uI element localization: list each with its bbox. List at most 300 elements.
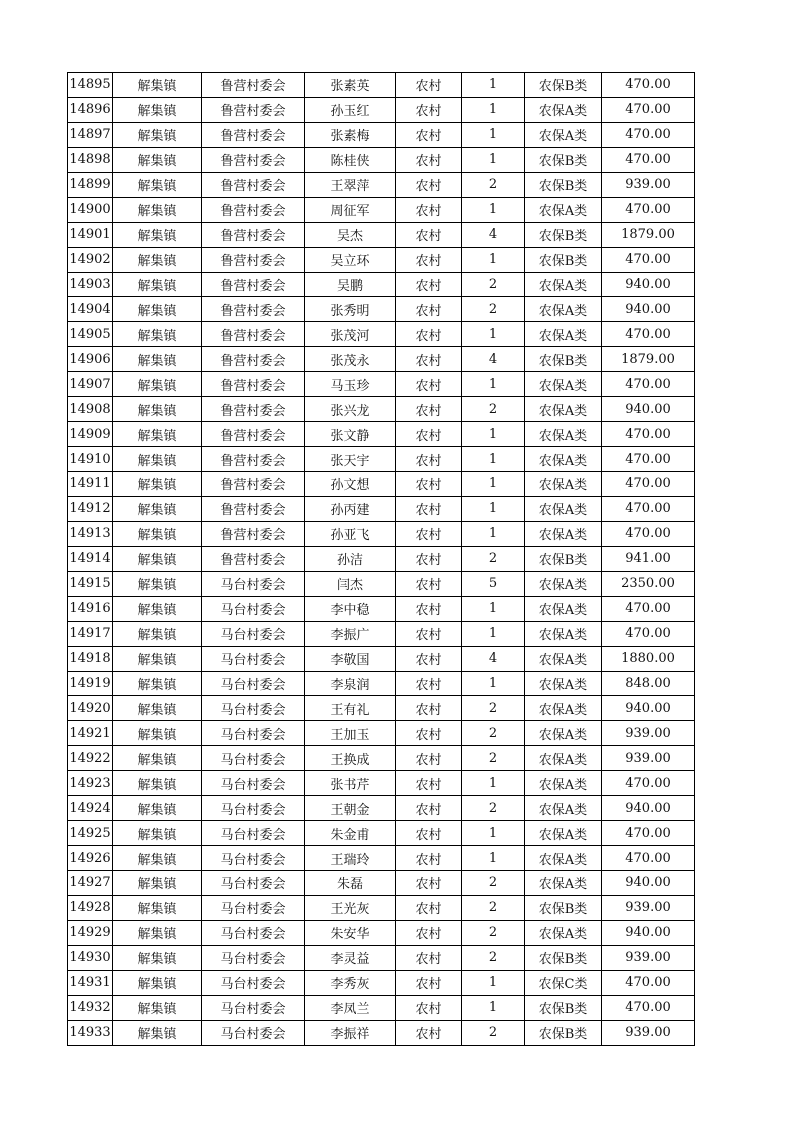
cell-id: 14900 [68,197,113,222]
cell-insurance-class: 农保A类 [525,447,602,472]
cell-amount: 470.00 [602,422,695,447]
cell-insurance-class: 农保C类 [525,970,602,995]
cell-town: 解集镇 [113,447,202,472]
cell-village: 鲁营村委会 [202,172,305,197]
cell-area-type: 农村 [396,920,462,945]
cell-insurance-class: 农保A类 [525,771,602,796]
cell-insurance-class: 农保A类 [525,322,602,347]
cell-amount: 939.00 [602,1020,695,1045]
cell-household-size: 1 [462,596,525,621]
cell-village: 鲁营村委会 [202,247,305,272]
cell-village: 鲁营村委会 [202,97,305,122]
cell-household-size: 2 [462,172,525,197]
cell-area-type: 农村 [396,1020,462,1045]
cell-name: 张茂永 [305,347,396,372]
cell-name: 李敬国 [305,646,396,671]
cell-name: 孙洁 [305,546,396,571]
cell-amount: 470.00 [602,596,695,621]
cell-insurance-class: 农保A类 [525,521,602,546]
table-row [68,97,695,122]
cell-id: 14902 [68,247,113,272]
cell-id: 14926 [68,846,113,871]
cell-area-type: 农村 [396,895,462,920]
cell-name: 吴立环 [305,247,396,272]
cell-town: 解集镇 [113,646,202,671]
cell-name: 张素英 [305,73,396,98]
cell-insurance-class: 农保B类 [525,73,602,98]
cell-village: 马台村委会 [202,970,305,995]
cell-town: 解集镇 [113,222,202,247]
table-row [68,945,695,970]
cell-village: 鲁营村委会 [202,147,305,172]
cell-village: 鲁营村委会 [202,372,305,397]
cell-village: 马台村委会 [202,945,305,970]
cell-town: 解集镇 [113,920,202,945]
cell-town: 解集镇 [113,147,202,172]
table-row [68,821,695,846]
cell-household-size: 2 [462,920,525,945]
cell-id: 14925 [68,821,113,846]
cell-town: 解集镇 [113,546,202,571]
cell-village: 鲁营村委会 [202,322,305,347]
cell-insurance-class: 农保A类 [525,746,602,771]
table-row [68,73,695,98]
cell-household-size: 2 [462,1020,525,1045]
cell-id: 14921 [68,721,113,746]
cell-insurance-class: 农保A类 [525,871,602,896]
cell-household-size: 4 [462,646,525,671]
cell-town: 解集镇 [113,596,202,621]
table-row [68,646,695,671]
cell-amount: 470.00 [602,73,695,98]
cell-id: 14908 [68,397,113,422]
cell-area-type: 农村 [396,521,462,546]
cell-village: 马台村委会 [202,796,305,821]
cell-village: 马台村委会 [202,895,305,920]
table-row [68,122,695,147]
cell-town: 解集镇 [113,347,202,372]
cell-town: 解集镇 [113,846,202,871]
cell-insurance-class: 农保A类 [525,721,602,746]
cell-area-type: 农村 [396,671,462,696]
cell-id: 14903 [68,272,113,297]
cell-name: 陈桂侠 [305,147,396,172]
cell-id: 14915 [68,571,113,596]
cell-household-size: 1 [462,122,525,147]
cell-insurance-class: 农保A类 [525,796,602,821]
cell-name: 张秀明 [305,297,396,322]
cell-insurance-class: 农保A类 [525,821,602,846]
table-row [68,846,695,871]
table-row [68,871,695,896]
table-row [68,721,695,746]
cell-id: 14930 [68,945,113,970]
cell-id: 14912 [68,496,113,521]
cell-household-size: 1 [462,197,525,222]
cell-village: 马台村委会 [202,871,305,896]
table-row [68,447,695,472]
table-row [68,571,695,596]
cell-town: 解集镇 [113,322,202,347]
cell-insurance-class: 农保A类 [525,197,602,222]
cell-amount: 939.00 [602,895,695,920]
cell-household-size: 2 [462,746,525,771]
cell-name: 李凤兰 [305,995,396,1020]
cell-town: 解集镇 [113,73,202,98]
cell-village: 鲁营村委会 [202,447,305,472]
cell-name: 张兴龙 [305,397,396,422]
cell-amount: 470.00 [602,846,695,871]
cell-id: 14919 [68,671,113,696]
cell-id: 14896 [68,97,113,122]
cell-amount: 470.00 [602,995,695,1020]
cell-insurance-class: 农保A类 [525,97,602,122]
cell-area-type: 农村 [396,871,462,896]
cell-village: 鲁营村委会 [202,546,305,571]
cell-name: 朱安华 [305,920,396,945]
table-row [68,696,695,721]
cell-name: 王换成 [305,746,396,771]
cell-town: 解集镇 [113,945,202,970]
cell-amount: 940.00 [602,397,695,422]
cell-name: 朱金甫 [305,821,396,846]
table-row [68,920,695,945]
cell-insurance-class: 农保A类 [525,472,602,497]
cell-town: 解集镇 [113,122,202,147]
table-body [68,73,695,1046]
cell-area-type: 农村 [396,596,462,621]
cell-village: 鲁营村委会 [202,272,305,297]
cell-household-size: 4 [462,347,525,372]
cell-village: 马台村委会 [202,995,305,1020]
cell-insurance-class: 农保B类 [525,895,602,920]
cell-id: 14913 [68,521,113,546]
cell-household-size: 2 [462,796,525,821]
cell-household-size: 1 [462,970,525,995]
cell-amount: 2350.00 [602,571,695,596]
cell-household-size: 1 [462,771,525,796]
cell-insurance-class: 农保A类 [525,122,602,147]
table-row [68,496,695,521]
cell-insurance-class: 农保A类 [525,621,602,646]
cell-area-type: 农村 [396,496,462,521]
cell-area-type: 农村 [396,796,462,821]
cell-area-type: 农村 [396,970,462,995]
cell-village: 马台村委会 [202,721,305,746]
cell-id: 14922 [68,746,113,771]
table-row [68,472,695,497]
cell-amount: 470.00 [602,821,695,846]
cell-village: 鲁营村委会 [202,73,305,98]
cell-insurance-class: 农保B类 [525,1020,602,1045]
cell-amount: 939.00 [602,945,695,970]
cell-name: 张书芹 [305,771,396,796]
cell-id: 14916 [68,596,113,621]
cell-name: 张素梅 [305,122,396,147]
cell-name: 王加玉 [305,721,396,746]
cell-area-type: 农村 [396,122,462,147]
cell-insurance-class: 农保A类 [525,297,602,322]
cell-id: 14933 [68,1020,113,1045]
cell-id: 14931 [68,970,113,995]
cell-name: 张文静 [305,422,396,447]
cell-household-size: 1 [462,472,525,497]
cell-household-size: 1 [462,671,525,696]
cell-id: 14897 [68,122,113,147]
cell-amount: 470.00 [602,447,695,472]
cell-household-size: 1 [462,147,525,172]
cell-insurance-class: 农保A类 [525,646,602,671]
cell-village: 鲁营村委会 [202,472,305,497]
cell-amount: 470.00 [602,372,695,397]
cell-area-type: 农村 [396,322,462,347]
cell-insurance-class: 农保A类 [525,596,602,621]
cell-amount: 470.00 [602,147,695,172]
table-row [68,197,695,222]
table-row [68,746,695,771]
cell-household-size: 2 [462,546,525,571]
cell-town: 解集镇 [113,871,202,896]
cell-area-type: 农村 [396,272,462,297]
cell-name: 王有礼 [305,696,396,721]
cell-area-type: 农村 [396,571,462,596]
table-row [68,796,695,821]
cell-village: 鲁营村委会 [202,122,305,147]
table-row [68,422,695,447]
cell-id: 14899 [68,172,113,197]
cell-town: 解集镇 [113,970,202,995]
cell-id: 14911 [68,472,113,497]
cell-household-size: 1 [462,447,525,472]
cell-household-size: 2 [462,945,525,970]
cell-town: 解集镇 [113,422,202,447]
cell-insurance-class: 农保A类 [525,671,602,696]
cell-town: 解集镇 [113,796,202,821]
cell-household-size: 1 [462,372,525,397]
cell-name: 孙丙建 [305,496,396,521]
cell-amount: 470.00 [602,970,695,995]
cell-village: 鲁营村委会 [202,521,305,546]
cell-amount: 940.00 [602,297,695,322]
cell-name: 马玉珍 [305,372,396,397]
cell-village: 马台村委会 [202,596,305,621]
cell-household-size: 2 [462,397,525,422]
cell-insurance-class: 农保A类 [525,920,602,945]
cell-household-size: 5 [462,571,525,596]
cell-village: 鲁营村委会 [202,297,305,322]
cell-area-type: 农村 [396,995,462,1020]
cell-id: 14920 [68,696,113,721]
cell-insurance-class: 农保A类 [525,372,602,397]
cell-amount: 470.00 [602,521,695,546]
cell-town: 解集镇 [113,397,202,422]
table-row [68,596,695,621]
cell-area-type: 农村 [396,197,462,222]
cell-town: 解集镇 [113,521,202,546]
cell-town: 解集镇 [113,272,202,297]
cell-village: 鲁营村委会 [202,222,305,247]
table-row [68,546,695,571]
cell-area-type: 农村 [396,97,462,122]
table-row [68,347,695,372]
cell-household-size: 1 [462,621,525,646]
table-row [68,397,695,422]
cell-village: 鲁营村委会 [202,197,305,222]
cell-household-size: 1 [462,846,525,871]
cell-name: 周征军 [305,197,396,222]
cell-id: 14923 [68,771,113,796]
cell-area-type: 农村 [396,472,462,497]
cell-household-size: 1 [462,995,525,1020]
cell-name: 王翠萍 [305,172,396,197]
cell-town: 解集镇 [113,895,202,920]
cell-village: 鲁营村委会 [202,347,305,372]
cell-area-type: 农村 [396,546,462,571]
cell-town: 解集镇 [113,247,202,272]
cell-area-type: 农村 [396,721,462,746]
cell-insurance-class: 农保B类 [525,222,602,247]
cell-amount: 470.00 [602,621,695,646]
cell-amount: 940.00 [602,796,695,821]
cell-area-type: 农村 [396,347,462,372]
cell-insurance-class: 农保A类 [525,696,602,721]
cell-household-size: 1 [462,821,525,846]
cell-town: 解集镇 [113,821,202,846]
cell-area-type: 农村 [396,297,462,322]
cell-area-type: 农村 [396,172,462,197]
cell-village: 马台村委会 [202,821,305,846]
cell-village: 鲁营村委会 [202,496,305,521]
cell-name: 李中稳 [305,596,396,621]
cell-area-type: 农村 [396,821,462,846]
cell-area-type: 农村 [396,222,462,247]
cell-amount: 470.00 [602,472,695,497]
cell-name: 王瑞玲 [305,846,396,871]
cell-amount: 940.00 [602,920,695,945]
cell-name: 孙文想 [305,472,396,497]
cell-amount: 470.00 [602,771,695,796]
cell-id: 14932 [68,995,113,1020]
cell-household-size: 1 [462,496,525,521]
cell-town: 解集镇 [113,172,202,197]
cell-insurance-class: 农保B类 [525,147,602,172]
cell-area-type: 农村 [396,646,462,671]
cell-insurance-class: 农保A类 [525,846,602,871]
cell-id: 14917 [68,621,113,646]
cell-area-type: 农村 [396,746,462,771]
cell-area-type: 农村 [396,397,462,422]
cell-area-type: 农村 [396,447,462,472]
cell-household-size: 2 [462,895,525,920]
cell-insurance-class: 农保B类 [525,172,602,197]
cell-insurance-class: 农保A类 [525,272,602,297]
cell-insurance-class: 农保B类 [525,546,602,571]
cell-amount: 470.00 [602,247,695,272]
cell-village: 马台村委会 [202,646,305,671]
cell-household-size: 4 [462,222,525,247]
cell-name: 朱磊 [305,871,396,896]
table-row [68,895,695,920]
cell-household-size: 1 [462,521,525,546]
cell-amount: 470.00 [602,197,695,222]
cell-town: 解集镇 [113,297,202,322]
cell-amount: 848.00 [602,671,695,696]
table-row [68,247,695,272]
cell-household-size: 1 [462,247,525,272]
cell-insurance-class: 农保A类 [525,571,602,596]
table-row [68,147,695,172]
cell-id: 14901 [68,222,113,247]
cell-town: 解集镇 [113,197,202,222]
cell-area-type: 农村 [396,846,462,871]
cell-insurance-class: 农保B类 [525,247,602,272]
cell-name: 孙玉红 [305,97,396,122]
table-row [68,671,695,696]
table-row [68,771,695,796]
cell-village: 马台村委会 [202,671,305,696]
cell-village: 鲁营村委会 [202,397,305,422]
cell-town: 解集镇 [113,721,202,746]
cell-name: 李秀灰 [305,970,396,995]
cell-household-size: 1 [462,422,525,447]
cell-amount: 470.00 [602,322,695,347]
cell-id: 14928 [68,895,113,920]
cell-town: 解集镇 [113,472,202,497]
cell-village: 马台村委会 [202,920,305,945]
cell-village: 马台村委会 [202,746,305,771]
cell-town: 解集镇 [113,995,202,1020]
cell-area-type: 农村 [396,73,462,98]
cell-town: 解集镇 [113,621,202,646]
cell-village: 马台村委会 [202,1020,305,1045]
cell-amount: 940.00 [602,272,695,297]
cell-household-size: 2 [462,696,525,721]
cell-name: 孙亚飞 [305,521,396,546]
cell-insurance-class: 农保B类 [525,347,602,372]
cell-name: 李泉润 [305,671,396,696]
cell-amount: 940.00 [602,871,695,896]
cell-id: 14927 [68,871,113,896]
cell-amount: 470.00 [602,496,695,521]
cell-household-size: 1 [462,322,525,347]
cell-name: 王光灰 [305,895,396,920]
cell-amount: 1879.00 [602,222,695,247]
cell-village: 马台村委会 [202,846,305,871]
cell-name: 吴鹏 [305,272,396,297]
cell-name: 闫杰 [305,571,396,596]
table-row [68,521,695,546]
cell-amount: 1879.00 [602,347,695,372]
cell-id: 14914 [68,546,113,571]
cell-area-type: 农村 [396,247,462,272]
cell-household-size: 2 [462,297,525,322]
table-row [68,1020,695,1045]
cell-town: 解集镇 [113,746,202,771]
cell-insurance-class: 农保B类 [525,945,602,970]
cell-village: 鲁营村委会 [202,422,305,447]
cell-amount: 470.00 [602,97,695,122]
cell-town: 解集镇 [113,771,202,796]
cell-id: 14918 [68,646,113,671]
cell-name: 张天宇 [305,447,396,472]
cell-id: 14907 [68,372,113,397]
cell-amount: 941.00 [602,546,695,571]
cell-area-type: 农村 [396,621,462,646]
table-row [68,995,695,1020]
cell-name: 吴杰 [305,222,396,247]
cell-id: 14909 [68,422,113,447]
cell-id: 14895 [68,73,113,98]
